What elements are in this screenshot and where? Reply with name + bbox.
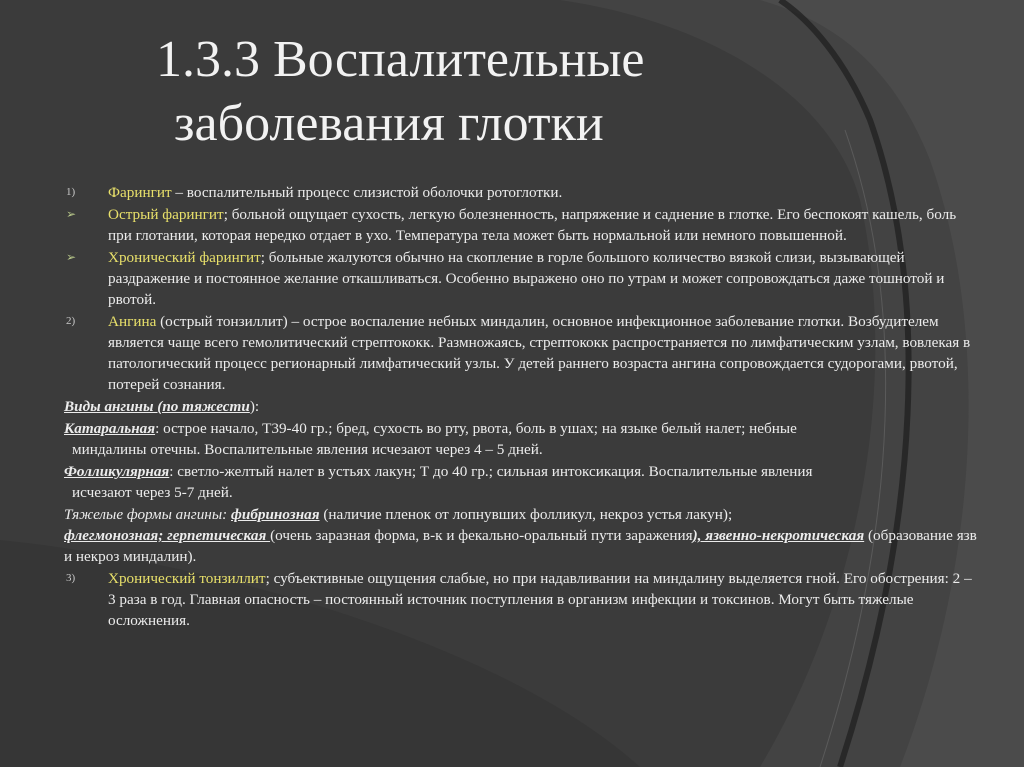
term-acute-pharyngitis: Острый фарингит — [108, 206, 224, 223]
term-follicular: Фолликулярная — [64, 463, 170, 480]
list-item — [62, 311, 982, 395]
follicular-paragraph: Фолликулярная: светло-желтый налет в устьях лакун; Т до 40 гр.; сильная интоксикация. Воспалительные явления исчезают через 5-7 дней. — [64, 463, 813, 501]
term-chronic-tonsillitis: Хронический тонзиллит — [108, 570, 266, 587]
list-item — [62, 182, 982, 203]
item-text: (острый тонзиллит) – острое воспаление небных миндалин, основное инфекционное заболевание глотки. Возбудителем является чаще всего гемолитический стрептококк. Размножаясь, стрептококк распространяется по лимфатическим узлам, вовлекая в патологический процесс регионарный лимфатический узлы. У детей раннего возраста ангина сопровождается судорогами, рвотой, потерей сознания. — [108, 313, 971, 393]
title-line-1: 1.3.3 Воспалительные — [156, 31, 645, 88]
item-text: – воспалительный процесс слизистой оболочки ротоглотки. — [171, 184, 563, 201]
types-heading: Виды ангины (по тяжести): — [64, 398, 260, 415]
arrow-bullet-icon: ➢ — [66, 250, 77, 264]
title-line-2: заболевания глотки — [174, 95, 604, 152]
term-phlegmonous: флегмонозная; герпетическая — [64, 527, 271, 544]
list-marker: 1) — [66, 186, 76, 198]
list-marker: 3) — [66, 572, 76, 584]
term-pharyngitis: Фарингит — [108, 184, 172, 201]
item-text: ; больной ощущает сухость, легкую болезненность, напряжение и саднение в глотке. Его беспокоят кашель, боль при глотании, которая нередко отдает в ухо. Температура тела может быть нормальной или немного повышенной. — [108, 206, 957, 244]
arrow-bullet-icon: ➢ — [66, 207, 77, 221]
list-item — [62, 247, 982, 310]
slide-title — [156, 28, 916, 156]
catarrhal-paragraph: Катаральная: острое начало, Т39-40 гр.; бред, сухость во рту, рвота, боль в ушах; на языке белый налет; небные миндалины отечны. Воспалительные явления исчезают через 4 – 5 дней. — [64, 420, 797, 458]
slide-content — [62, 182, 982, 632]
term-catarrhal: Катаральная — [64, 420, 156, 437]
term-chronic-pharyngitis: Хронический фарингит — [108, 249, 261, 266]
item-text: ; больные жалуются обычно на скопление в горле большого количество вязкой слизи, вызывающей раздражение и постоянное желание откашливаться. Особенно выражено оно по утрам и может сопровождаться даже тошнотой и рвотой. — [108, 249, 945, 308]
list-item — [62, 204, 982, 246]
list-item — [62, 568, 982, 631]
term-ulcer: ), язвенно-некротическая — [692, 527, 865, 544]
term-angina: Ангина — [108, 313, 157, 330]
item-text: ; субъективные ощущения слабые, но при надавливании на миндалину выделяется гной. Его обострения: 2 – 3 раза в год. Главная опасность – постоянный источник поступления в организм инфекции и токсинов. Могут быть тяжелые осложнения. — [108, 570, 972, 629]
severe-forms-paragraph: Тяжелые формы ангины: фибринозная (наличие пленок от лопнувших фолликул, некроз устья лакун); флегмонозная; герпетическая (очень заразная форма, в-к и фекально-оральный пути заражения), язвенно-некротическая (образование язв и некроз миндалин). — [64, 506, 977, 565]
term-fibrinous: фибринозная — [231, 506, 320, 523]
list-marker: 2) — [66, 315, 76, 327]
